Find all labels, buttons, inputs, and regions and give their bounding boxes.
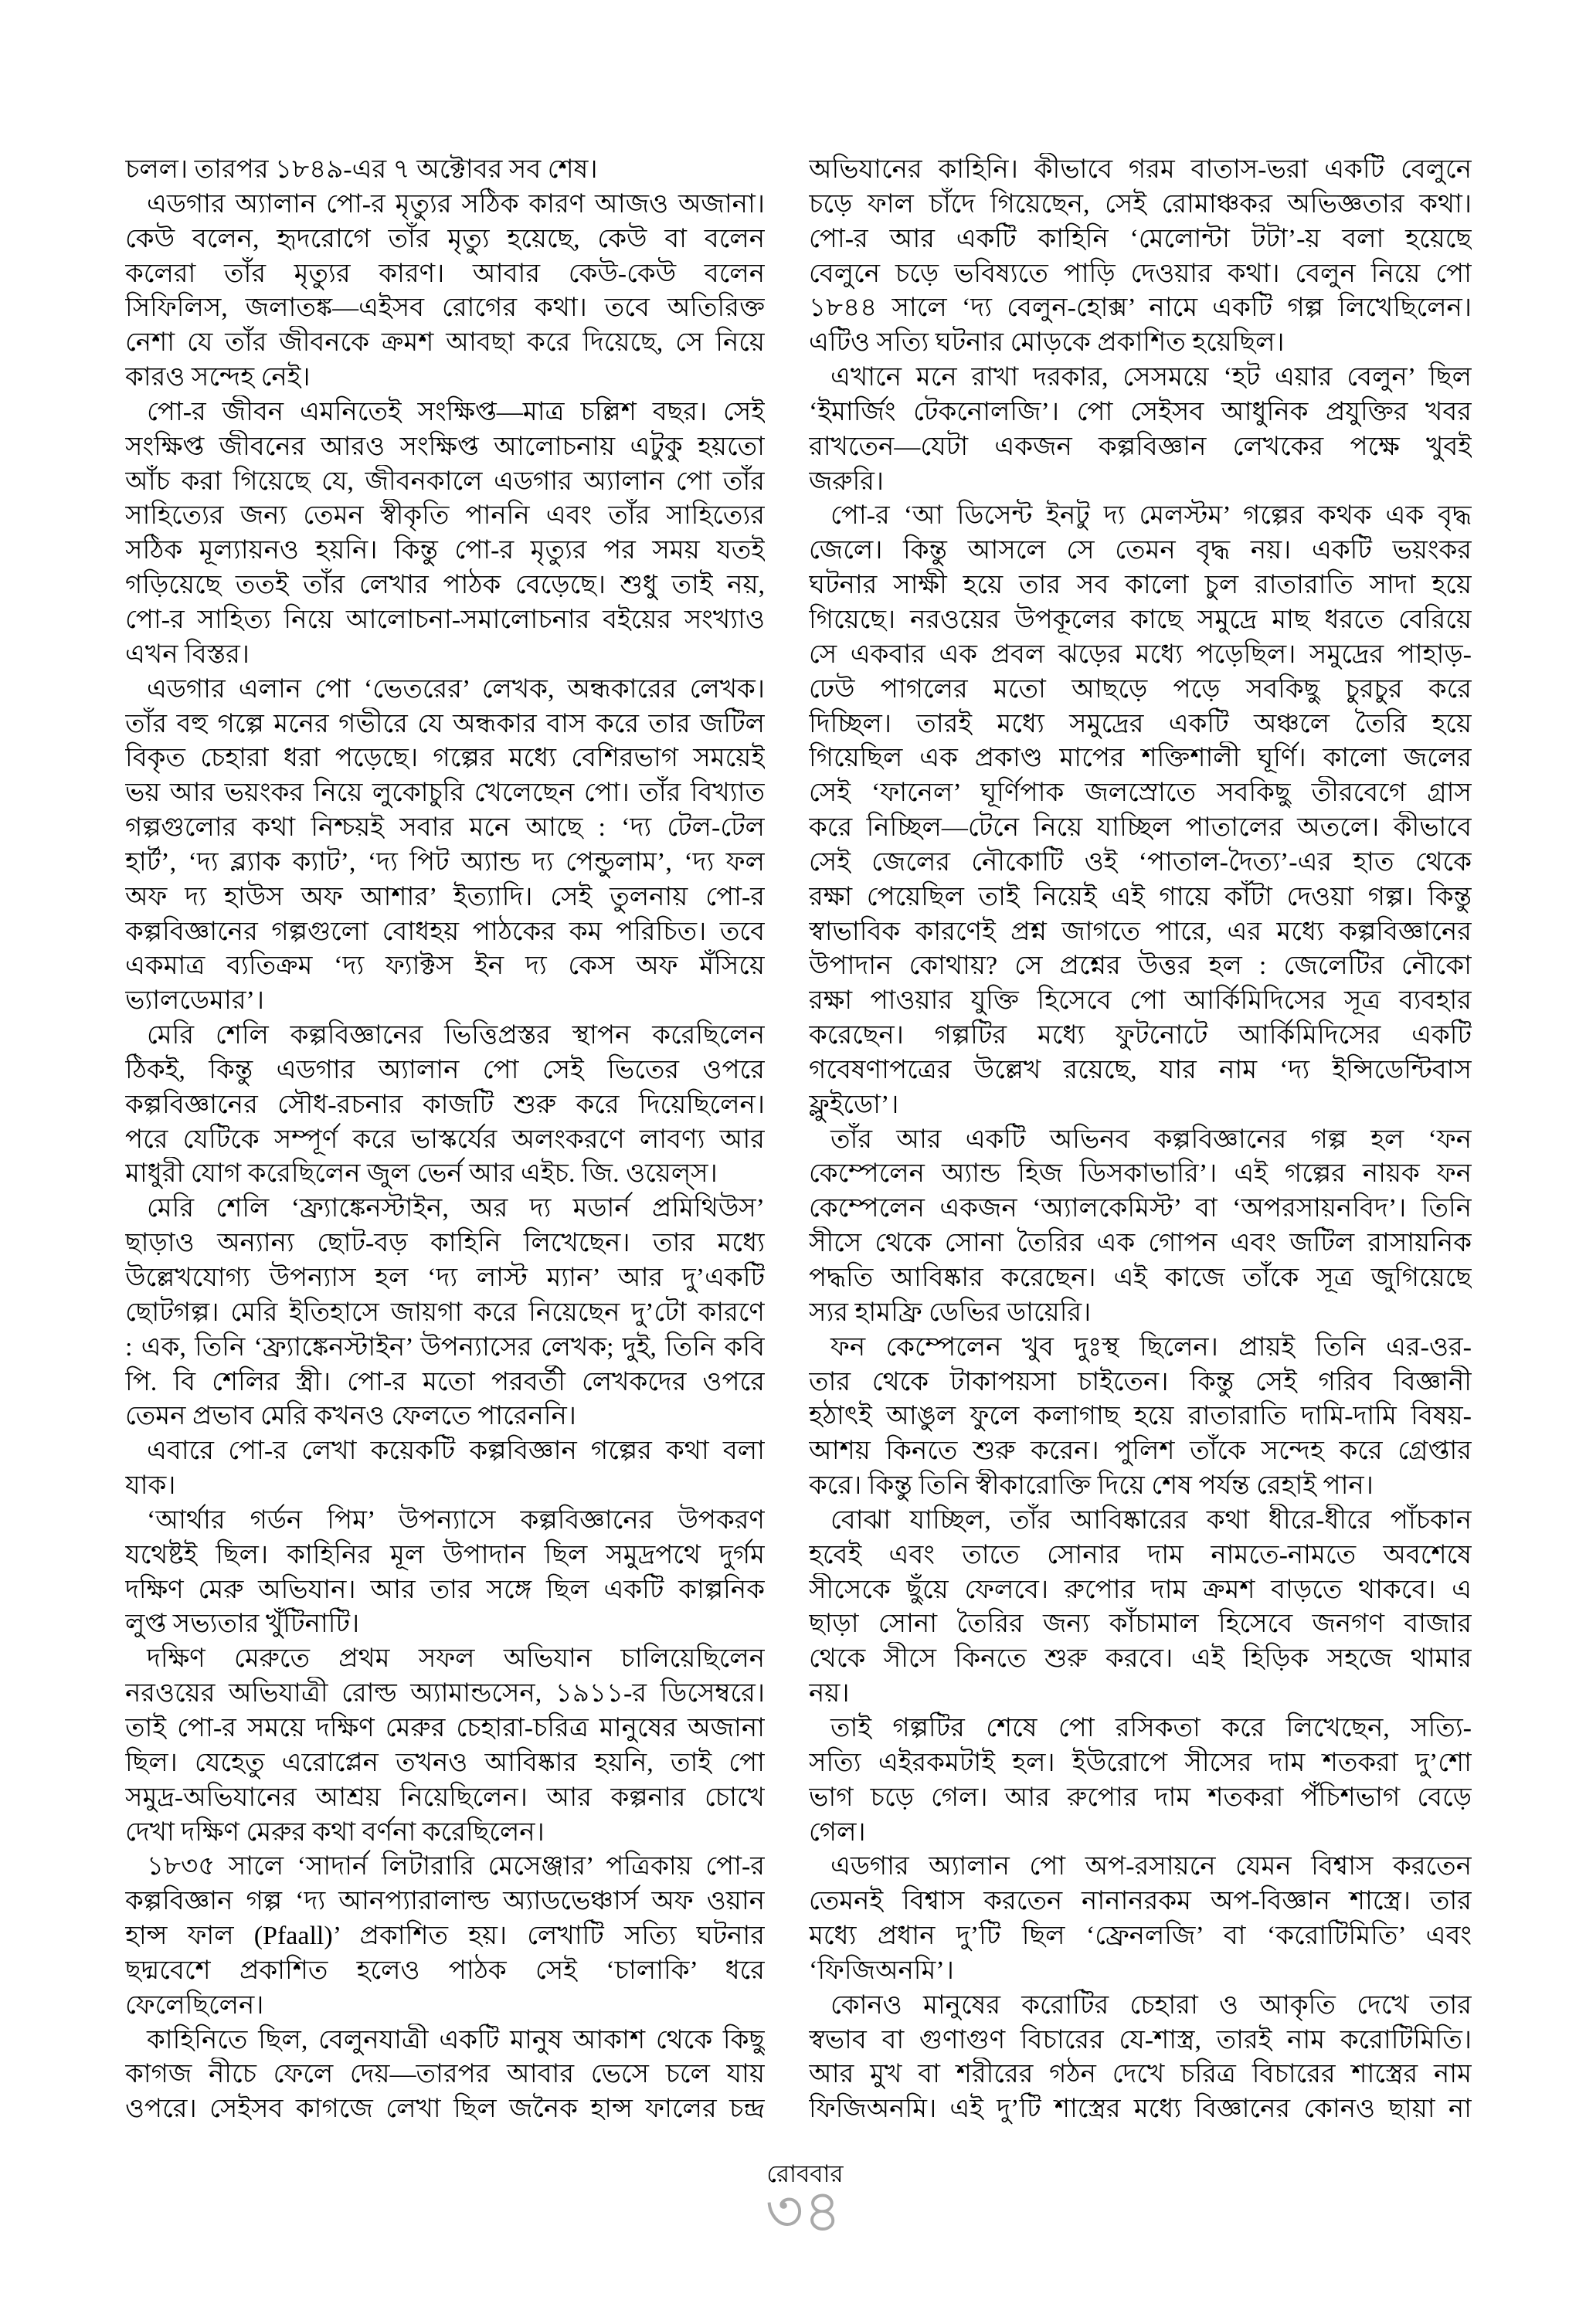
text-line: এডগার অ্যালান পো অপ-রসায়নে যেমন বিশ্বাস করতেন [830,1852,1472,1881]
text-line: ভয় আর ভয়ংকর নিয়ে লুকোচুরি খেলেছেন পো। তাঁর বিখ্যাত [125,779,765,808]
text-line: গবেষণাপত্রের উল্লেখ রয়েছে, যার নাম ‘দ্য ইন্সিডেন্টিবাস [809,1055,1472,1084]
text-line: মধ্যে প্রধান দু’টি ছিল ‘ফ্রেনলজি’ বা ‘করোটিমিতি’ এবং [809,1922,1472,1951]
text-line: করে। কিন্তু তিনি স্বীকারোক্তি দিয়ে শেষ পর্যন্ত রেহাই পান। [809,1471,1374,1501]
text-line: পদ্ধতি আবিষ্কার করেছেন। এই কাজে তাঁকে সূত্র জুগিয়েছে [809,1264,1472,1292]
text-line: রাখতেন—যেটা একজন কল্পবিজ্ঞান লেখকের পক্ষে খুবই [809,432,1472,461]
text-line: তাই গল্পটির শেষে পো রসিকতা করে লিখেছেন, সত্যি- [830,1713,1472,1742]
text-line: ভাগ চড়ে গেল। আর রুপোর দাম শতকরা পঁচিশভাগ বেড়ে [809,1783,1472,1812]
text-line: ছাড়া সোনা তৈরির জন্য কাঁচামাল হিসেবে জনগণ বাজার [809,1610,1472,1639]
text-line: আর মুখ বা শরীরের গঠন দেখে চরিত্র বিচারের শাস্ত্রের নাম [809,2060,1472,2089]
text-line: সমুদ্র-অভিযানের আশ্রয় নিয়েছিলেন। আর কল্পনার চোখে [125,1783,765,1812]
text-line: যথেষ্টই ছিল। কাহিনির মূল উপাদান ছিল সমুদ্রপথে দুর্গম [125,1540,765,1569]
text-line: স্যর হামফ্রি ডেভির ডায়েরি। [809,1298,1092,1327]
text-line: তাঁর আর একটি অভিনব কল্পবিজ্ঞানের গল্প হল ‘ফন [830,1125,1472,1154]
text-line: গল্পগুলোর কথা নিশ্চয়ই সবার মনে আছে : ‘দ্য টেল-টেল [125,813,765,843]
text-line: এডগার অ্যালান পো-র মৃত্যুর সঠিক কারণ আজও অজানা। [147,189,765,219]
text-line: জেলে। কিন্তু আসলে সে তেমন বৃদ্ধ নয়। একটি ভয়ংকর [809,536,1472,565]
text-line: এখন বিস্তর। [125,640,250,669]
text-line: সঠিক মূল্যায়নও হয়নি। কিন্তু পো-র মৃত্যুর পর সময় যতই [125,536,765,565]
text-line: কেম্পেলেন একজন ‘অ্যালকেমিস্ট’ বা ‘অপরসায়নবিদ’। তিনি [809,1194,1472,1223]
text-line: স্বাভাবিক কারণেই প্রশ্ন জাগতে পারে, এর মধ্যে কল্পবিজ্ঞানের [809,917,1472,946]
text-line: কোনও মানুষের করোটির চেহারা ও আকৃতি দেখে তার [830,1990,1472,2020]
text-line: : এক, তিনি ‘ফ্র্যাঙ্কেনস্টাইন’ উপন্যাসের লেখক; দুই, তিনি কবি [125,1332,765,1362]
text-line: পি. বি শেলির স্ত্রী। পো-র মতো পরবর্তী লেখকদের ওপরে [125,1367,765,1396]
text-line: দেখা দক্ষিণ মেরুর কথা বর্ণনা করেছিলেন। [125,1817,545,1847]
text-line: রক্ষা পাওয়ার যুক্তি হিসেবে পো আর্কিমিদিসের সূত্র ব্যবহার [809,986,1472,1016]
text-line: ১৮৩৫ সালে ‘সাদার্ন লিটারারি মেসেঞ্জার’ পত্রিকায় পো-র [147,1852,765,1881]
text-line: ওপরে। সেইসব কাগজে লেখা ছিল জনৈক হান্স ফালের চন্দ্র [125,2095,765,2124]
text-line: মাধুরী যোগ করেছিলেন জুল ভের্ন আর এইচ. জি. ওয়েল্‌স। [125,1159,718,1189]
text-line: হার্ট’, ‘দ্য ব্ল্যাক ক্যাট’, ‘দ্য পিট অ্যান্ড দ্য পেন্ডুলাম’, ‘দ্য ফল [125,847,765,877]
text-line: দক্ষিণ মেরুতে প্রথম সফল অভিযান চালিয়েছিলেন [147,1644,765,1674]
text-line: গেল। [809,1817,866,1847]
text-line: পো-র সাহিত্য নিয়ে আলোচনা-সমালোচনার বইয়ের সংখ্যাও [125,605,765,634]
left-text-column [125,153,765,2127]
text-line: এবারে পো-র লেখা কয়েকটি কল্পবিজ্ঞান গল্পের কথা বলা [147,1437,765,1466]
text-line: আশয় কিনতে শুরু করেন। পুলিশ তাঁকে সন্দেহ করে গ্রেপ্তার [809,1437,1472,1466]
text-line: হান্স ফাল (Pfaall)’ প্রকাশিত হয়। লেখাটি সত্যি ঘটনার [125,1922,765,1951]
text-line: অফ দ্য হাউস অফ আশার’ ইত্যাদি। সেই তুলনায় পো-র [125,882,765,911]
text-line: সেই ‘ফানেল’ ঘূর্ণিপাক জলস্রোতে সবকিছু তীরবেগে গ্রাস [809,779,1472,808]
text-line: সিফিলিস, জলাতঙ্ক—এইসব রোগের কথা। তবে অতিরিক্ত [125,293,765,323]
text-line: কাহিনিতে ছিল, বেলুনযাত্রী একটি মানুষ আকাশ থেকে কিছু [147,2025,765,2054]
text-line: এখানে মনে রাখা দরকার, সেসময়ে ‘হট এয়ার বেলুন’ ছিল [830,363,1472,392]
text-line: উল্লেখযোগ্য উপন্যাস হল ‘দ্য লাস্ট ম্যান’ আর দু’একটি [125,1264,765,1292]
text-line: বেলুনে চড়ে ভবিষ্যতে পাড়ি দেওয়ার কথা। বেলুন নিয়ে পো [809,259,1472,288]
text-line: কল্পবিজ্ঞানের গল্পগুলো বোধহয় পাঠকের কম পরিচিত। তবে [125,917,765,946]
text-line: সেই জেলের নৌকোটি ওই ‘পাতাল-দৈত্য’-এর হাত থেকে [809,847,1472,877]
text-line: থেকে সীসে কিনতে শুরু করবে। এই হিড়িক সহজে থামার [809,1644,1472,1674]
text-line: নয়। [809,1679,850,1708]
text-line: সীসেকে ছুঁয়ে ফেলবে। রুপোর দাম ক্রমশ বাড়তে থাকবে। এ [809,1575,1472,1604]
text-line: জরুরি। [809,466,885,496]
text-line: কল্পবিজ্ঞান গল্প ‘দ্য আনপ্যারালাল্ড অ্যাডভেঞ্চার্স অফ ওয়ান [125,1887,765,1916]
text-line: এটিও সত্যি ঘটনার মোড়কে প্রকাশিত হয়েছিল। [809,328,1285,358]
text-line: গিয়েছে। নরওয়ের উপকূলের কাছে সমুদ্রে মাছ ধরতে বেরিয়ে [809,605,1472,634]
text-line: চড়ে ফাল চাঁদে গিয়েছেন, সেই রোমাঞ্চকর অভিজ্ঞতার কথা। [809,189,1472,219]
text-line: বিকৃত চেহারা ধরা পড়েছে। গল্পের মধ্যে বেশিরভাগ সময়েই [125,744,765,773]
text-line: সংক্ষিপ্ত জীবনের আরও সংক্ষিপ্ত আলোচনায় এটুকু হয়তো [125,432,765,461]
text-line: কাগজ নীচে ফেলে দেয়—তারপর আবার ভেসে চলে যায় [125,2060,765,2089]
text-line: ঢেউ পাগলের মতো আছড়ে পড়ে সবকিছু চুরচুর করে [809,674,1472,704]
text-line: তেমন প্রভাব মেরি কখনও ফেলতে পারেননি। [125,1402,576,1431]
text-line: করে নিচ্ছিল—টেনে নিয়ে যাচ্ছিল পাতালের অতলে। কীভাবে [809,813,1472,843]
text-line: ফ্লুইডো’। [809,1090,899,1119]
text-line: বোঝা যাচ্ছিল, তাঁর আবিষ্কারের কথা ধীরে-ধীরে পাঁচকান [830,1505,1472,1535]
text-line: তেমনই বিশ্বাস করতেন নানানরকম অপ-বিজ্ঞান শাস্ত্রে। তার [809,1887,1472,1916]
text-line: ঘটনার সাক্ষী হয়ে তার সব কালো চুল রাতারাতি সাদা হয়ে [809,571,1472,600]
text-line: পো-র আর একটি কাহিনি ‘মেলোন্টা টটা’-য় বলা হয়েছে [809,224,1472,253]
footer-magazine-name: রোববার [766,2160,844,2187]
text-line: সে একবার এক প্রবল ঝড়ের মধ্যে পড়েছিল। সমুদ্রের পাহাড়- [809,640,1472,669]
text-line: তার থেকে টাকাপয়সা চাইতেন। কিন্তু সেই গরিব বিজ্ঞানী [809,1367,1472,1396]
text-line: একমাত্র ব্যতিক্রম ‘দ্য ফ্যাক্টস ইন দ্য কেস অফ মঁসিয়ে [125,952,765,981]
text-line: পরে যেটিকে সম্পূর্ণ করে ভাস্কর্যের অলংকরণে লাবণ্য আর [125,1125,765,1154]
text-line: স্বভাব বা গুণাগুণ বিচারের যে-শাস্ত্র, তারই নাম করোটিমিতি। [809,2025,1472,2054]
text-line: ফন কেম্পেলেন খুব দুঃস্থ ছিলেন। প্রায়ই তিনি এর-ওর- [830,1332,1472,1362]
text-line: হবেই এবং তাতে সোনার দাম নামতে-নামতে অবশেষে [809,1540,1472,1569]
text-line: ছোটগল্প। মেরি ইতিহাসে জায়গা করে নিয়েছেন দু’টো কারণে [125,1298,765,1327]
text-line: এডগার এলান পো ‘ভেতরের’ লেখক, অন্ধকারের লেখক। [147,674,765,704]
text-line: কলেরা তাঁর মৃত্যুর কারণ। আবার কেউ-কেউ বলেন [125,259,765,288]
text-line: লুপ্ত সভ্যতার খুঁটিনাটি। [125,1610,360,1639]
text-line: ফেলেছিলেন। [125,1990,264,2020]
text-line: ঠিকই, কিন্তু এডগার অ্যালান পো সেই ভিতের ওপরে [125,1055,765,1084]
text-line: ভ্যালডেমার’। [125,986,264,1016]
text-line: আঁচ করা গিয়েছে যে, জীবনকালে এডগার অ্যালান পো তাঁর [125,466,765,496]
text-line: উপাদান কোথায়? সে প্রশ্নের উত্তর হল : জেলেটির নৌকো [809,952,1472,981]
text-line: নেশা যে তাঁর জীবনকে ক্রমশ আবছা করে দিয়েছে, সে নিয়ে [125,328,765,358]
text-line: গড়িয়েছে ততই তাঁর লেখার পাঠক বেড়েছে। শুধু তাই নয়, [125,571,765,600]
text-line: ছাড়াও অন্যান্য ছোট-বড় কাহিনি লিখেছেন। তার মধ্যে [125,1229,765,1258]
text-line: রক্ষা পেয়েছিল তাই নিয়েই এই গায়ে কাঁটা দেওয়া গল্প। কিন্তু [809,882,1472,911]
text-line: করেছেন। গল্পটির মধ্যে ফুটনোটে আর্কিমিদিসের একটি [809,1021,1472,1050]
text-line: পো-র ‘আ ডিসেন্ট ইনটু দ্য মেলস্টম’ গল্পের কথক এক বৃদ্ধ [830,501,1472,531]
text-line: কেম্পেলেন অ্যান্ড হিজ ডিসকাভারি’। এই গল্পের নায়ক ফন [809,1159,1472,1189]
page-number: ৩৪ [765,2180,842,2244]
text-line: ১৮৪৪ সালে ‘দ্য বেলুন-হোক্স’ নামে একটি গল্প লিখেছিলেন। [809,293,1472,323]
text-line: সাহিত্যের জন্য তেমন স্বীকৃতি পাননি এবং তাঁর সাহিত্যের [125,501,765,531]
text-line: কারও সন্দেহ নেই। [125,363,311,392]
text-line: পো-র জীবন এমনিতেই সংক্ষিপ্ত—মাত্র চল্লিশ বছর। সেই [147,397,765,426]
text-line: কেউ বলেন, হৃদরোগে তাঁর মৃত্যু হয়েছে, কেউ বা বলেন [125,224,765,253]
text-line: সত্যি এইরকমটাই হল। ইউরোপে সীসের দাম শতকরা দু’শো [809,1748,1472,1777]
text-line: চলল। তারপর ১৮৪৯-এর ৭ অক্টোবর সব শেষ। [125,155,598,184]
text-line: মেরি শেলি ‘ফ্র্যাঙ্কেনস্টাইন, অর দ্য মডার্ন প্রমিথিউস’ [147,1194,765,1223]
text-line: ছিল। যেহেতু এরোপ্লেন তখনও আবিষ্কার হয়নি, তাই পো [125,1748,765,1777]
text-line: হঠাৎই আঙুল ফুলে কলাগাছ হয়ে রাতারাতি দামি-দামি বিষয়- [809,1402,1472,1431]
text-line: সীসে থেকে সোনা তৈরির এক গোপন এবং জটিল রাসায়নিক [809,1229,1472,1258]
text-line: ‘ফিজিঅনমি’। [809,1956,954,1985]
text-line: ‘আর্থার গর্ডন পিম’ উপন্যাসে কল্পবিজ্ঞানের উপকরণ [147,1505,765,1535]
right-text-column [809,153,1472,2127]
text-line: দিচ্ছিল। তারই মধ্যে সমুদ্রের একটি অঞ্চলে তৈরি হয়ে [809,709,1472,738]
text-line: নরওয়ের অভিযাত্রী রোল্ড অ্যামান্ডসেন, ১৯১১-র ডিসেম্বরে। [125,1679,765,1708]
text-line: ‘ইমার্জিং টেকনোলজি’। পো সেইসব আধুনিক প্রযুক্তির খবর [809,397,1472,426]
text-line: তাই পো-র সময়ে দক্ষিণ মেরুর চেহারা-চরিত্র মানুষের অজানা [125,1713,765,1742]
text-line: মেরি শেলি কল্পবিজ্ঞানের ভিত্তিপ্রস্তর স্থাপন করেছিলেন [147,1021,765,1050]
text-line: গিয়েছিল এক প্রকাণ্ড মাপের শক্তিশালী ঘূর্ণি। কালো জলের [809,744,1472,773]
text-line: কল্পবিজ্ঞানের সৌধ-রচনার কাজটি শুরু করে দিয়েছিলেন। [125,1090,765,1119]
text-line: যাক। [125,1471,176,1501]
text-line: ফিজিঅনমি। এই দু’টি শাস্ত্রের মধ্যে বিজ্ঞানের কোনও ছায়া না [809,2095,1472,2124]
text-line: ছদ্মবেশে প্রকাশিত হলেও পাঠক সেই ‘চালাকি’ ধরে [125,1956,765,1985]
text-line: তাঁর বহু গল্পে মনের গভীরে যে অন্ধকার বাস করে তার জটিল [125,709,765,738]
text-line: অভিযানের কাহিনি। কীভাবে গরম বাতাস-ভরা একটি বেলুনে [809,155,1472,184]
text-line: দক্ষিণ মেরু অভিযান। আর তার সঙ্গে ছিল একটি কাল্পনিক [125,1575,765,1604]
